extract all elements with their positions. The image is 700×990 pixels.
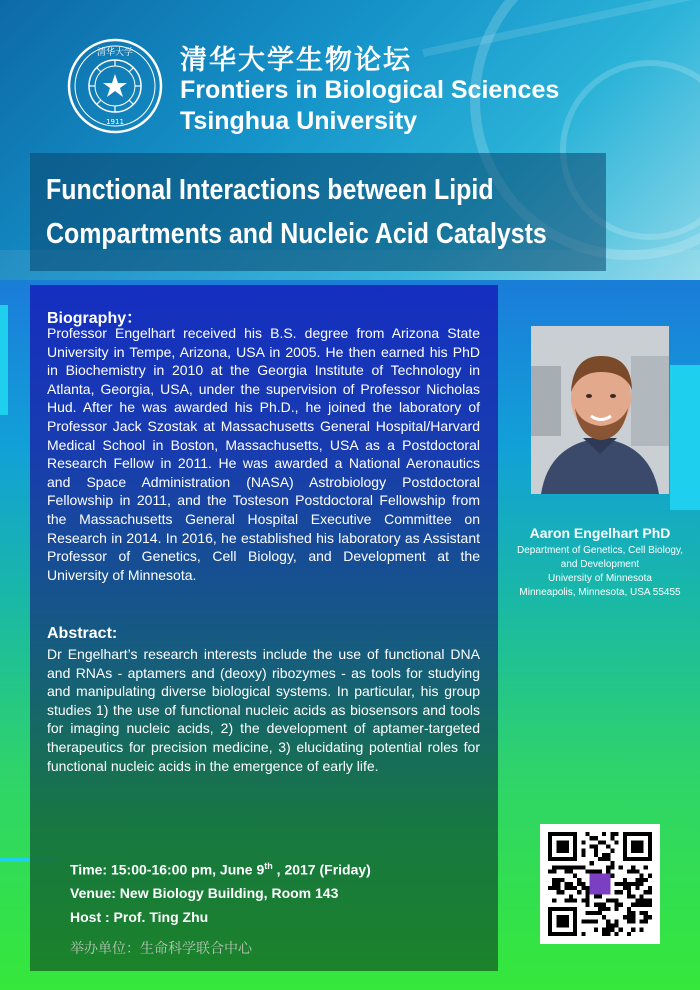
abstract-heading: Abstract: (47, 625, 118, 642)
biography-text: Professor Engelhart received his B.S. degree from Arizona State University in Tempe, Arizona, USA in 2005. He then earned his PhD in Biochemistry in 2010 at the Georgia Institute of Technology in Atlanta, Georgia, USA, under the supervision of Professor Nicholas Hud. After he was awarded his Ph.D., he joined the laboratory of Professor Jack Szostak at Massachusetts General Hospital/Harvard Medical School in Boston, Massachusetts, USA as a Postdoctoral Research Fellow in 2011. He was awarded a National Aeronautics and Space Administration (NASA) Astrobiology Postdoctoral Fellowship in 2011, and the Tosteson Postdoctoral Fellowship from the Massachusetts General Hospital Executive Committee on Research in 2014. In 2016, he established his laboratory as Assistant Professor of Genetics, Cell Biology, and Development at the University of Minnesota. (47, 325, 480, 583)
speaker-name: Aaron Engelhart PhD (529, 525, 671, 541)
organizer-text: 举办单位：生命科学联合中心 (70, 941, 252, 957)
seal-name-text: 清华大学 (96, 48, 134, 58)
right-accent-bar (670, 365, 700, 510)
talk-title (46, 168, 606, 256)
event-venue: Venue: New Biology Building, Room 143 (70, 885, 339, 901)
talk-title-line: Functional Interactions between Lipid (46, 174, 494, 206)
event-time-ordinal: th (264, 861, 273, 871)
speaker-affiliation-line: Minneapolis, Minnesota, USA 55455 (519, 587, 681, 598)
event-time (70, 861, 371, 878)
poster-header (0, 0, 700, 280)
biography-heading: Biography： (47, 310, 143, 327)
left-accent-bar (0, 305, 8, 415)
speaker-affiliation-line: University of Minnesota (548, 573, 652, 584)
seal-year-text: 1911 (106, 118, 124, 126)
talk-title-line: Compartments and Nucleic Acid Catalysts (46, 218, 547, 250)
qr-code-icon[interactable] (540, 824, 660, 944)
speaker-portrait-icon (531, 326, 669, 494)
event-time-rest: , 2017 (Friday) (272, 861, 371, 878)
speaker-affiliation-line: and Development (560, 559, 640, 570)
university-name: Tsinghua University (180, 107, 418, 135)
tsinghua-seal-icon (67, 38, 163, 134)
abstract-text: Dr Engelhart’s research interests include the use of functional DNA and RNAs - aptamers and (deoxy) ribozymes - as tools for studying and manipulating diverse biological systems. In particular, his group studies 1) the use of functional nucleic acids as biosensors and tools for imaging nucleic acids, 2) the development of aptamer-targeted therapeutics for precision medicine, 3) elucidating potential roles for functional nucleic acids in the emergence of early life. (47, 646, 480, 774)
forum-title-chinese: 清华大学生物论坛 (180, 45, 412, 76)
speaker-affiliation-line: Department of Genetics, Cell Biology, (516, 545, 683, 556)
forum-title-english: Frontiers in Biological Sciences (180, 76, 560, 104)
event-host: Host : Prof. Ting Zhu (70, 909, 209, 925)
event-time-main: Time: 15:00-16:00 pm, June 9 (70, 861, 265, 878)
